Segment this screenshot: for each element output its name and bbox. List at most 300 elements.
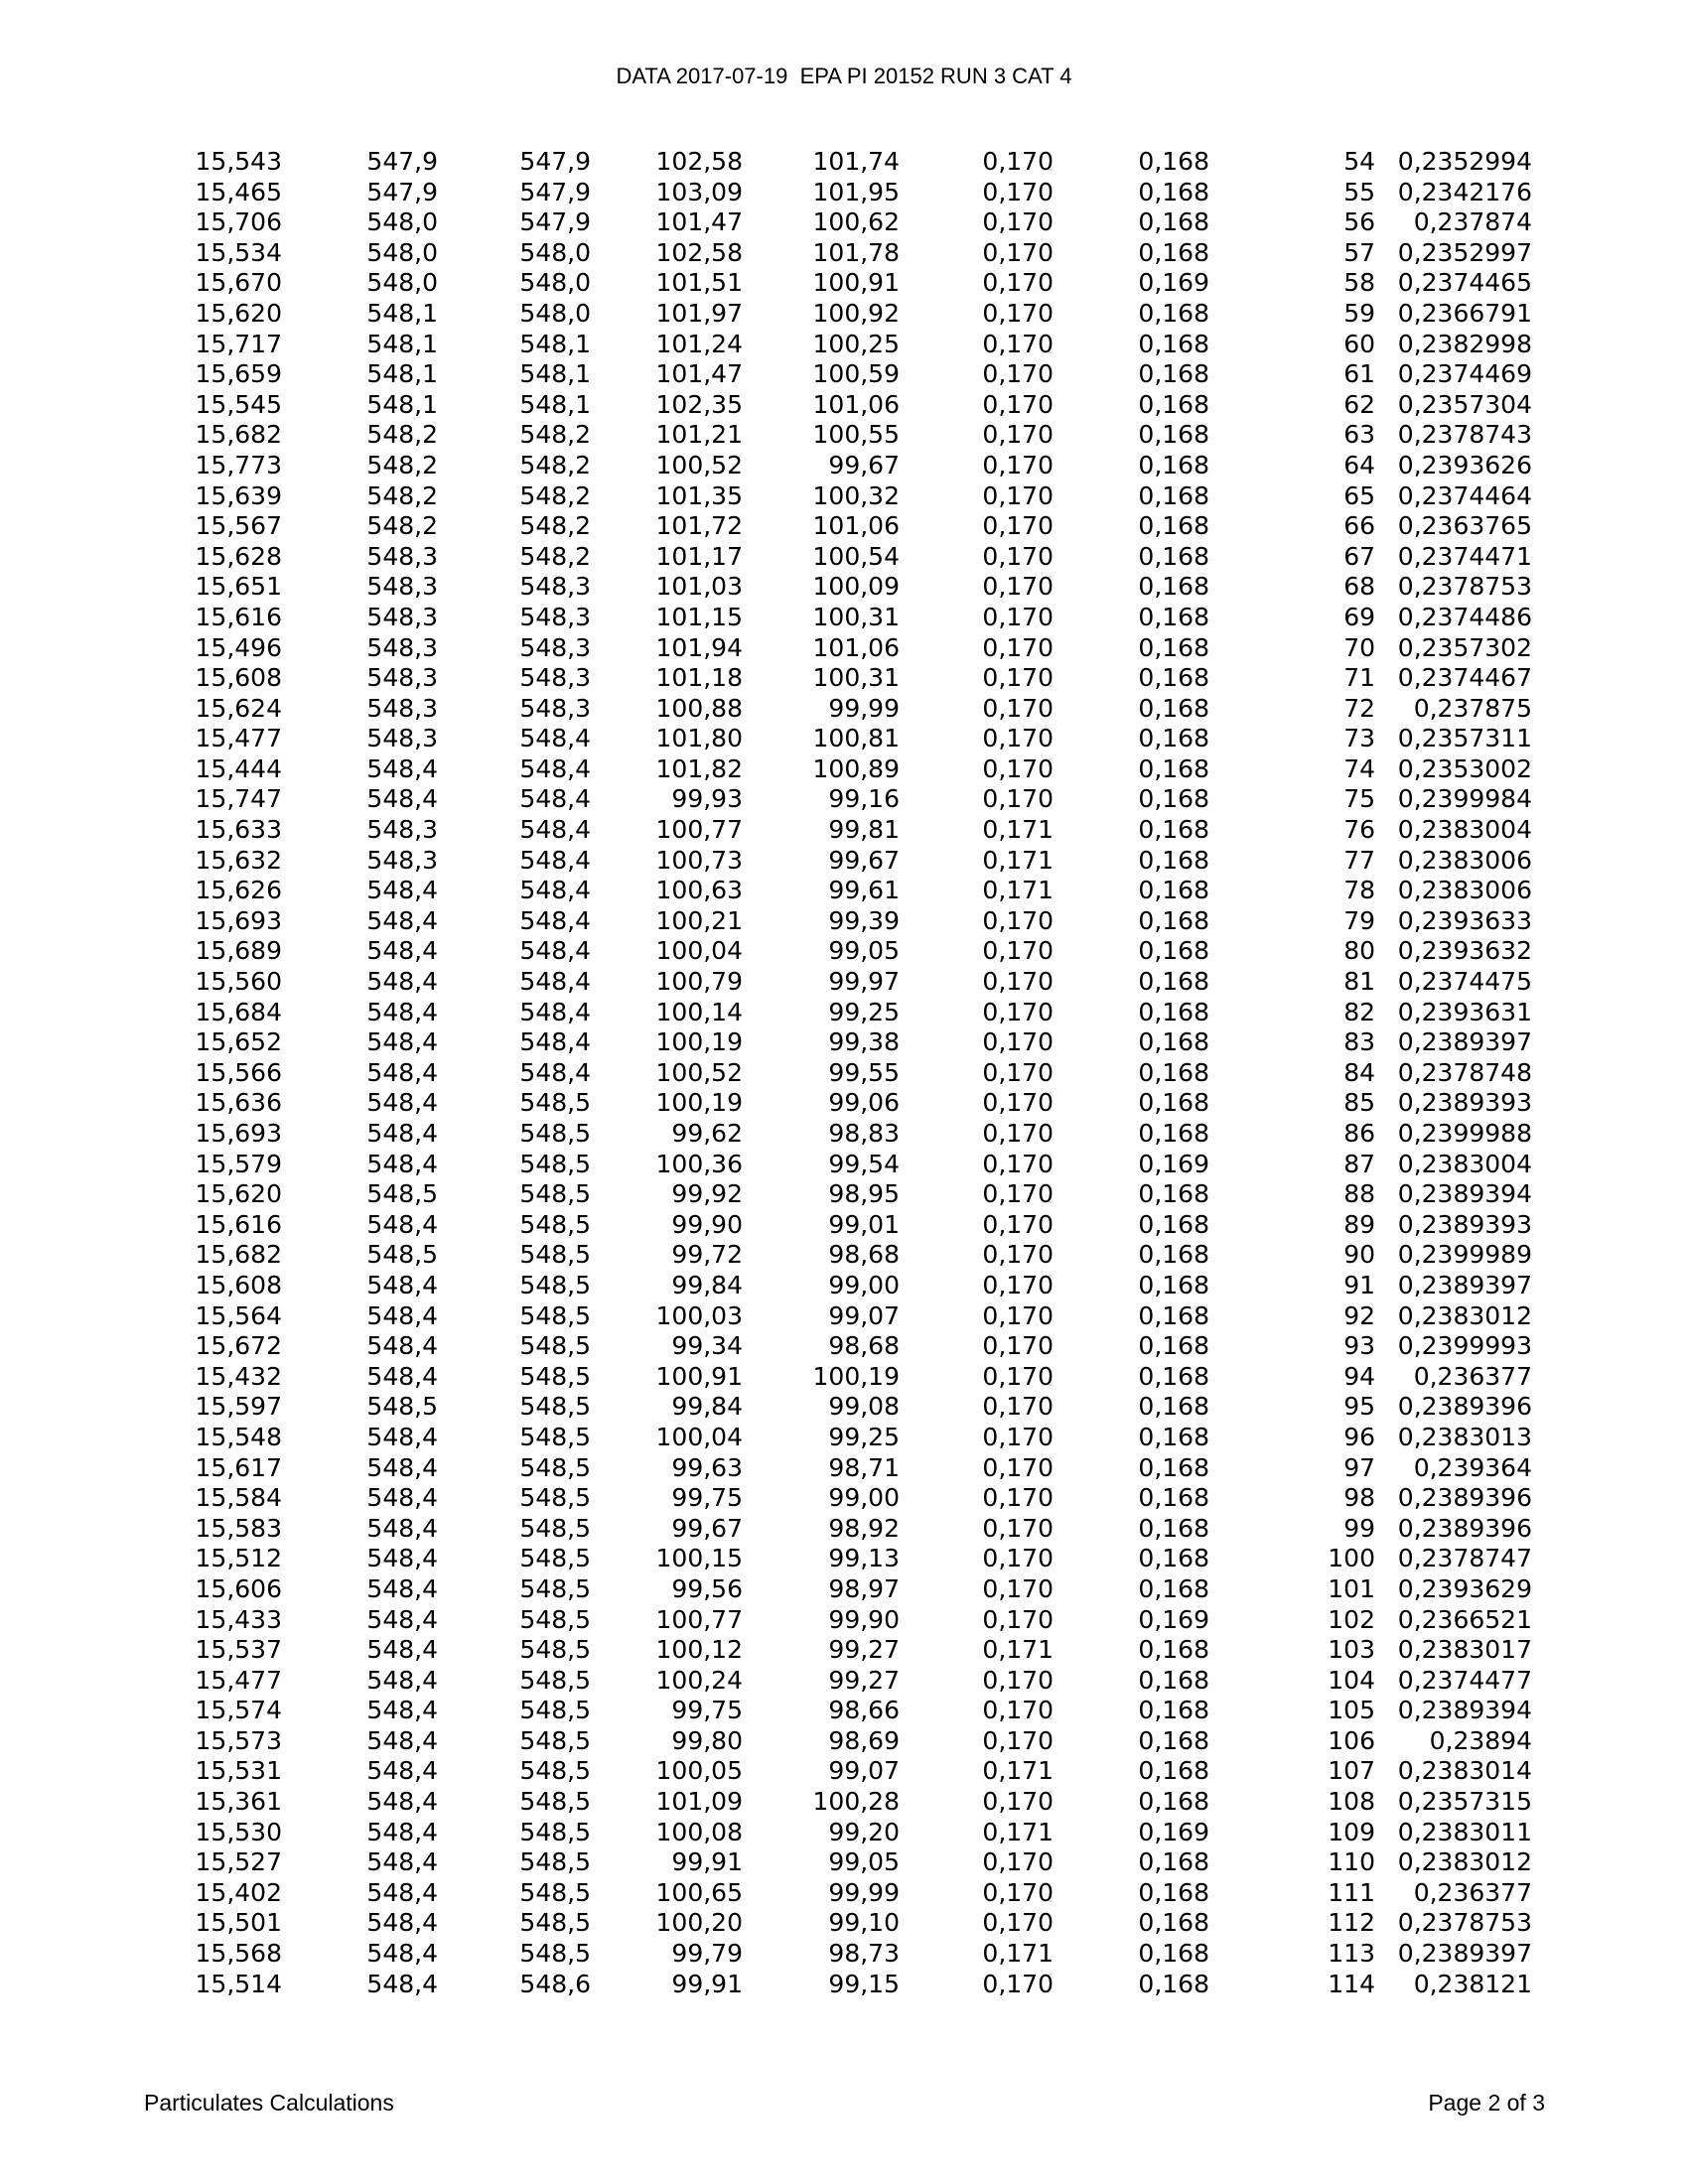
- table-cell-col-6: 0,170: [982, 967, 1054, 997]
- table-cell-col-9-value: 0,2389394: [1397, 1179, 1532, 1209]
- table-cell-col-9-value: 0,2374465: [1397, 268, 1532, 298]
- table-row: [179, 663, 1532, 694]
- table-cell-col-4: 100,14: [655, 997, 743, 1026]
- table-cell-col-1: 15,606: [195, 1573, 282, 1603]
- table-row: [179, 1301, 1532, 1332]
- table-cell-col-4: 99,62: [671, 1119, 743, 1148]
- table-cell-col-3: 548,4: [519, 845, 591, 875]
- table-cell-col-2: 548,4: [366, 1665, 438, 1695]
- table-row: [179, 724, 1532, 754]
- table-cell-col-2: 548,4: [366, 1756, 438, 1786]
- table-cell-col-9-value: 0,2366521: [1397, 1604, 1532, 1634]
- table-cell-col-4: 100,04: [655, 936, 743, 966]
- table-cell-col-9-value: 0,2399989: [1397, 1240, 1532, 1270]
- table-cell-col-8-index: 111: [1328, 1877, 1375, 1907]
- table-cell-col-7: 0,168: [1138, 1027, 1209, 1057]
- table-cell-col-2: 548,4: [366, 1149, 438, 1178]
- table-cell-col-6: 0,170: [982, 997, 1054, 1026]
- table-cell-col-3: 548,4: [519, 997, 591, 1026]
- table-row: [179, 299, 1532, 330]
- table-row: [179, 603, 1532, 633]
- table-cell-col-4: 101,47: [655, 207, 743, 237]
- table-cell-col-3: 548,1: [519, 389, 591, 419]
- table-cell-col-1: 15,574: [195, 1696, 282, 1725]
- table-cell-col-1: 15,584: [195, 1483, 282, 1513]
- table-cell-col-7: 0,168: [1138, 298, 1209, 328]
- table-cell-col-5: 99,99: [828, 693, 900, 723]
- table-cell-col-4: 101,80: [655, 724, 743, 753]
- table-cell-col-5: 99,99: [828, 1877, 900, 1907]
- table-row: [179, 1179, 1532, 1210]
- table-cell-col-8-index: 110: [1328, 1847, 1375, 1877]
- table-cell-col-7: 0,168: [1138, 359, 1209, 389]
- table-cell-col-6: 0,171: [982, 815, 1054, 845]
- table-cell-col-5: 99,90: [828, 1604, 900, 1634]
- table-cell-col-2: 548,4: [366, 1209, 438, 1239]
- table-cell-col-7: 0,168: [1138, 1939, 1209, 1969]
- table-cell-col-8-index: 101: [1328, 1573, 1375, 1603]
- table-cell-col-3: 548,1: [519, 329, 591, 358]
- table-cell-col-4: 100,03: [655, 1300, 743, 1330]
- table-cell-col-1: 15,682: [195, 420, 282, 450]
- table-cell-col-5: 100,31: [812, 663, 900, 693]
- table-cell-col-7: 0,168: [1138, 724, 1209, 753]
- table-cell-col-5: 99,00: [828, 1483, 900, 1513]
- table-cell-col-3: 548,5: [519, 1604, 591, 1634]
- table-cell-col-6: 0,170: [982, 663, 1054, 693]
- table-cell-col-2: 548,4: [366, 1422, 438, 1451]
- table-cell-col-9-value: 0,2383006: [1397, 876, 1532, 905]
- table-cell-col-9-value: 0,2374464: [1397, 480, 1532, 510]
- table-cell-col-5: 100,91: [812, 268, 900, 298]
- table-cell-col-4: 101,97: [655, 298, 743, 328]
- table-cell-col-7: 0,168: [1138, 1696, 1209, 1725]
- table-cell-col-9-value: 0,237874: [1413, 207, 1532, 237]
- table-cell-col-1: 15,543: [195, 147, 282, 176]
- table-cell-col-5: 99,54: [828, 1149, 900, 1178]
- table-cell-col-2: 548,4: [366, 1696, 438, 1725]
- table-row: [179, 906, 1532, 937]
- table-cell-col-9-value: 0,2389396: [1397, 1392, 1532, 1422]
- table-cell-col-5: 99,07: [828, 1756, 900, 1786]
- table-cell-col-7: 0,168: [1138, 1483, 1209, 1513]
- table-cell-col-5: 99,39: [828, 905, 900, 935]
- table-cell-col-8-index: 97: [1343, 1452, 1375, 1482]
- table-cell-col-1: 15,537: [195, 1635, 282, 1665]
- table-cell-col-4: 101,21: [655, 420, 743, 450]
- table-cell-col-7: 0,168: [1138, 541, 1209, 571]
- table-row: [179, 1453, 1532, 1484]
- table-cell-col-4: 100,21: [655, 905, 743, 935]
- table-cell-col-3: 548,3: [519, 632, 591, 662]
- table-cell-col-3: 548,5: [519, 1240, 591, 1270]
- table-cell-col-8-index: 72: [1343, 693, 1375, 723]
- table-cell-col-4: 101,47: [655, 359, 743, 389]
- table-cell-col-9-value: 0,2374471: [1397, 541, 1532, 571]
- table-cell-col-2: 548,4: [366, 1969, 438, 1998]
- table-cell-col-7: 0,168: [1138, 1513, 1209, 1543]
- table-cell-col-9-value: 0,2399984: [1397, 784, 1532, 814]
- table-cell-col-5: 98,97: [828, 1573, 900, 1603]
- table-cell-col-2: 548,2: [366, 511, 438, 541]
- table-cell-col-8-index: 106: [1328, 1725, 1375, 1755]
- table-cell-col-1: 15,693: [195, 1119, 282, 1148]
- table-cell-col-9-value: 0,2366791: [1397, 298, 1532, 328]
- table-row: [179, 268, 1532, 299]
- table-cell-col-6: 0,170: [982, 572, 1054, 602]
- table-cell-col-4: 99,93: [671, 784, 743, 814]
- table-cell-col-5: 98,83: [828, 1119, 900, 1148]
- table-cell-col-2: 548,3: [366, 541, 438, 571]
- table-cell-col-6: 0,170: [982, 329, 1054, 358]
- table-cell-col-9-value: 0,2378747: [1397, 1544, 1532, 1573]
- table-cell-col-4: 99,80: [671, 1725, 743, 1755]
- table-cell-col-3: 548,5: [519, 1573, 591, 1603]
- table-cell-col-1: 15,693: [195, 905, 282, 935]
- table-cell-col-9-value: 0,2383012: [1397, 1300, 1532, 1330]
- table-cell-col-1: 15,624: [195, 693, 282, 723]
- table-cell-col-6: 0,170: [982, 1544, 1054, 1573]
- table-cell-col-6: 0,170: [982, 389, 1054, 419]
- table-cell-col-9-value: 0,2383013: [1397, 1422, 1532, 1451]
- table-cell-col-2: 548,4: [366, 1573, 438, 1603]
- table-cell-col-6: 0,170: [982, 298, 1054, 328]
- table-cell-col-4: 99,75: [671, 1696, 743, 1725]
- table-cell-col-7: 0,168: [1138, 693, 1209, 723]
- table-cell-col-5: 99,16: [828, 784, 900, 814]
- table-cell-col-5: 98,73: [828, 1939, 900, 1969]
- table-cell-col-1: 15,682: [195, 1240, 282, 1270]
- table-cell-col-2: 547,9: [366, 177, 438, 206]
- table-cell-col-3: 547,9: [519, 207, 591, 237]
- table-cell-col-9-value: 0,2374486: [1397, 602, 1532, 631]
- table-row: [179, 1787, 1532, 1818]
- table-cell-col-4: 99,56: [671, 1573, 743, 1603]
- table-cell-col-5: 99,81: [828, 815, 900, 845]
- table-cell-col-3: 548,4: [519, 967, 591, 997]
- table-cell-col-7: 0,169: [1138, 1149, 1209, 1178]
- table-cell-col-9-value: 0,2353002: [1397, 753, 1532, 783]
- table-cell-col-5: 99,61: [828, 876, 900, 905]
- table-cell-col-8-index: 65: [1343, 480, 1375, 510]
- table-cell-col-2: 548,4: [366, 936, 438, 966]
- table-cell-col-8-index: 80: [1343, 936, 1375, 966]
- table-cell-col-8-index: 69: [1343, 602, 1375, 631]
- table-cell-col-5: 100,32: [812, 480, 900, 510]
- table-cell-col-4: 99,34: [671, 1331, 743, 1361]
- table-cell-col-2: 548,4: [366, 997, 438, 1026]
- table-cell-col-5: 101,06: [812, 511, 900, 541]
- table-cell-col-7: 0,168: [1138, 450, 1209, 479]
- table-row: [179, 1970, 1532, 2000]
- table-cell-col-8-index: 67: [1343, 541, 1375, 571]
- table-cell-col-5: 99,08: [828, 1392, 900, 1422]
- table-cell-col-9-value: 0,2389393: [1397, 1088, 1532, 1118]
- table-cell-col-5: 99,27: [828, 1665, 900, 1695]
- table-cell-col-3: 548,0: [519, 237, 591, 267]
- table-cell-col-2: 548,4: [366, 784, 438, 814]
- table-cell-col-3: 548,5: [519, 1787, 591, 1817]
- table-cell-col-6: 0,170: [982, 936, 1054, 966]
- table-cell-col-1: 15,620: [195, 1179, 282, 1209]
- table-cell-col-1: 15,433: [195, 1604, 282, 1634]
- table-cell-col-7: 0,168: [1138, 480, 1209, 510]
- table-cell-col-7: 0,168: [1138, 1209, 1209, 1239]
- table-cell-col-7: 0,168: [1138, 905, 1209, 935]
- table-cell-col-1: 15,548: [195, 1422, 282, 1451]
- table-cell-col-9-value: 0,2383006: [1397, 845, 1532, 875]
- table-cell-col-2: 548,4: [366, 1027, 438, 1057]
- table-cell-col-5: 99,05: [828, 1847, 900, 1877]
- table-row: [179, 1271, 1532, 1301]
- table-cell-col-8-index: 61: [1343, 359, 1375, 389]
- table-cell-col-6: 0,170: [982, 753, 1054, 783]
- table-cell-col-6: 0,170: [982, 1877, 1054, 1907]
- table-cell-col-8-index: 88: [1343, 1179, 1375, 1209]
- table-cell-col-9-value: 0,2378743: [1397, 420, 1532, 450]
- table-cell-col-4: 100,65: [655, 1877, 743, 1907]
- table-cell-col-6: 0,170: [982, 1240, 1054, 1270]
- table-cell-col-8-index: 75: [1343, 784, 1375, 814]
- table-cell-col-7: 0,168: [1138, 1331, 1209, 1361]
- table-cell-col-5: 101,95: [812, 177, 900, 206]
- table-row: [179, 330, 1532, 360]
- table-cell-col-2: 548,4: [366, 1331, 438, 1361]
- table-cell-col-5: 101,74: [812, 147, 900, 176]
- table-cell-col-3: 548,5: [519, 1939, 591, 1969]
- table-cell-col-9-value: 0,2393631: [1397, 997, 1532, 1026]
- table-cell-col-1: 15,402: [195, 1877, 282, 1907]
- table-cell-col-5: 99,25: [828, 1422, 900, 1451]
- table-cell-col-4: 100,19: [655, 1088, 743, 1118]
- table-cell-col-3: 548,5: [519, 1088, 591, 1118]
- data-table-body: [179, 147, 1532, 1999]
- table-row: [179, 542, 1532, 573]
- table-cell-col-5: 99,01: [828, 1209, 900, 1239]
- table-cell-col-6: 0,170: [982, 450, 1054, 479]
- table-cell-col-1: 15,636: [195, 1088, 282, 1118]
- table-cell-col-1: 15,706: [195, 207, 282, 237]
- table-cell-col-2: 548,4: [366, 967, 438, 997]
- table-cell-col-5: 101,78: [812, 237, 900, 267]
- table-cell-col-6: 0,170: [982, 359, 1054, 389]
- table-cell-col-2: 548,4: [366, 1908, 438, 1938]
- table-cell-col-8-index: 93: [1343, 1331, 1375, 1361]
- table-cell-col-7: 0,168: [1138, 389, 1209, 419]
- table-cell-col-6: 0,170: [982, 1787, 1054, 1817]
- table-cell-col-5: 99,27: [828, 1635, 900, 1665]
- table-cell-col-1: 15,512: [195, 1544, 282, 1573]
- table-cell-col-7: 0,168: [1138, 1756, 1209, 1786]
- table-cell-col-1: 15,608: [195, 1270, 282, 1299]
- table-cell-col-2: 548,4: [366, 1635, 438, 1665]
- table-cell-col-4: 100,36: [655, 1149, 743, 1178]
- table-cell-col-9-value: 0,2383004: [1397, 815, 1532, 845]
- table-cell-col-4: 100,77: [655, 1604, 743, 1634]
- table-cell-col-1: 15,501: [195, 1908, 282, 1938]
- table-cell-col-5: 99,10: [828, 1908, 900, 1938]
- table-cell-col-2: 548,2: [366, 450, 438, 479]
- table-cell-col-4: 99,79: [671, 1939, 743, 1969]
- table-cell-col-2: 548,4: [366, 1513, 438, 1543]
- table-cell-col-2: 548,4: [366, 1361, 438, 1391]
- table-cell-col-4: 100,20: [655, 1908, 743, 1938]
- data-table: [179, 147, 1532, 1999]
- table-cell-col-5: 100,81: [812, 724, 900, 753]
- table-cell-col-5: 100,31: [812, 602, 900, 631]
- table-cell-col-3: 548,5: [519, 1452, 591, 1482]
- table-cell-col-6: 0,170: [982, 632, 1054, 662]
- table-cell-col-3: 548,5: [519, 1149, 591, 1178]
- table-cell-col-6: 0,170: [982, 177, 1054, 206]
- table-cell-col-9-value: 0,2383012: [1397, 1847, 1532, 1877]
- table-cell-col-5: 100,25: [812, 329, 900, 358]
- table-cell-col-4: 102,58: [655, 147, 743, 176]
- table-cell-col-8-index: 57: [1343, 237, 1375, 267]
- table-cell-col-3: 548,5: [519, 1756, 591, 1786]
- table-cell-col-6: 0,171: [982, 1635, 1054, 1665]
- table-cell-col-4: 101,09: [655, 1787, 743, 1817]
- table-cell-col-2: 548,5: [366, 1240, 438, 1270]
- table-cell-col-6: 0,170: [982, 480, 1054, 510]
- table-cell-col-3: 548,5: [519, 1635, 591, 1665]
- table-cell-col-7: 0,168: [1138, 815, 1209, 845]
- table-cell-col-4: 99,91: [671, 1969, 743, 1998]
- table-cell-col-1: 15,651: [195, 572, 282, 602]
- footer-page-number: Page 2 of 3: [1428, 2090, 1545, 2116]
- table-cell-col-8-index: 85: [1343, 1088, 1375, 1118]
- table-row: [179, 511, 1532, 542]
- table-cell-col-3: 548,0: [519, 268, 591, 298]
- table-cell-col-3: 548,5: [519, 1877, 591, 1907]
- table-cell-col-7: 0,168: [1138, 207, 1209, 237]
- table-cell-col-4: 100,12: [655, 1635, 743, 1665]
- table-cell-col-3: 548,5: [519, 1696, 591, 1725]
- table-cell-col-4: 100,52: [655, 1057, 743, 1087]
- table-cell-col-8-index: 102: [1328, 1604, 1375, 1634]
- table-cell-col-9-value: 0,2382998: [1397, 329, 1532, 358]
- table-cell-col-3: 548,3: [519, 663, 591, 693]
- table-cell-col-7: 0,168: [1138, 602, 1209, 631]
- table-cell-col-8-index: 112: [1328, 1908, 1375, 1938]
- table-cell-col-8-index: 105: [1328, 1696, 1375, 1725]
- table-cell-col-9-value: 0,236377: [1413, 1361, 1532, 1391]
- table-row: [179, 1514, 1532, 1545]
- table-cell-col-9-value: 0,2378753: [1397, 572, 1532, 602]
- table-cell-col-4: 100,91: [655, 1361, 743, 1391]
- table-cell-col-7: 0,168: [1138, 1725, 1209, 1755]
- table-row: [179, 936, 1532, 967]
- table-cell-col-6: 0,170: [982, 693, 1054, 723]
- table-cell-col-4: 99,63: [671, 1452, 743, 1482]
- table-cell-col-9-value: 0,2389394: [1397, 1696, 1532, 1725]
- table-cell-col-3: 548,4: [519, 815, 591, 845]
- table-cell-col-8-index: 100: [1328, 1544, 1375, 1573]
- table-cell-col-5: 100,54: [812, 541, 900, 571]
- table-cell-col-1: 15,477: [195, 724, 282, 753]
- table-cell-col-6: 0,171: [982, 1756, 1054, 1786]
- table-cell-col-1: 15,361: [195, 1787, 282, 1817]
- table-cell-col-8-index: 84: [1343, 1057, 1375, 1087]
- table-cell-col-3: 548,4: [519, 753, 591, 783]
- table-cell-col-8-index: 87: [1343, 1149, 1375, 1178]
- table-cell-col-8-index: 109: [1328, 1817, 1375, 1846]
- table-cell-col-5: 101,06: [812, 389, 900, 419]
- table-row: [179, 1635, 1532, 1666]
- table-row: [179, 147, 1532, 178]
- table-cell-col-1: 15,689: [195, 936, 282, 966]
- table-cell-col-2: 548,3: [366, 632, 438, 662]
- table-cell-col-5: 100,09: [812, 572, 900, 602]
- table-cell-col-1: 15,579: [195, 1149, 282, 1178]
- table-row: [179, 1027, 1532, 1058]
- table-cell-col-6: 0,170: [982, 541, 1054, 571]
- table-cell-col-8-index: 63: [1343, 420, 1375, 450]
- table-cell-col-8-index: 91: [1343, 1270, 1375, 1299]
- table-cell-col-8-index: 113: [1328, 1939, 1375, 1969]
- table-cell-col-7: 0,169: [1138, 1604, 1209, 1634]
- table-cell-col-3: 548,4: [519, 784, 591, 814]
- table-cell-col-6: 0,170: [982, 1209, 1054, 1239]
- table-cell-col-3: 548,2: [519, 420, 591, 450]
- table-cell-col-6: 0,170: [982, 1392, 1054, 1422]
- table-cell-col-2: 548,4: [366, 753, 438, 783]
- table-cell-col-1: 15,652: [195, 1027, 282, 1057]
- table-cell-col-6: 0,170: [982, 1149, 1054, 1178]
- table-cell-col-8-index: 64: [1343, 450, 1375, 479]
- table-cell-col-2: 548,2: [366, 420, 438, 450]
- table-cell-col-3: 548,4: [519, 905, 591, 935]
- table-cell-col-2: 548,4: [366, 1787, 438, 1817]
- table-cell-col-4: 100,88: [655, 693, 743, 723]
- table-cell-col-4: 101,15: [655, 602, 743, 631]
- table-cell-col-3: 548,5: [519, 1392, 591, 1422]
- table-cell-col-2: 548,3: [366, 693, 438, 723]
- table-cell-col-6: 0,170: [982, 1179, 1054, 1209]
- table-cell-col-7: 0,168: [1138, 1392, 1209, 1422]
- table-cell-col-4: 101,72: [655, 511, 743, 541]
- table-cell-col-2: 548,3: [366, 602, 438, 631]
- table-cell-col-8-index: 77: [1343, 845, 1375, 875]
- table-cell-col-1: 15,626: [195, 876, 282, 905]
- table-cell-col-6: 0,170: [982, 1270, 1054, 1299]
- table-cell-col-3: 548,5: [519, 1119, 591, 1148]
- table-cell-col-6: 0,170: [982, 1665, 1054, 1695]
- table-cell-col-1: 15,628: [195, 541, 282, 571]
- table-cell-col-1: 15,496: [195, 632, 282, 662]
- table-cell-col-3: 548,5: [519, 1270, 591, 1299]
- table-cell-col-7: 0,168: [1138, 1969, 1209, 1998]
- table-cell-col-2: 548,2: [366, 480, 438, 510]
- table-cell-col-5: 99,97: [828, 967, 900, 997]
- table-cell-col-3: 548,5: [519, 1209, 591, 1239]
- table-row: [179, 694, 1532, 725]
- table-cell-col-1: 15,620: [195, 298, 282, 328]
- table-cell-col-9-value: 0,2393629: [1397, 1573, 1532, 1603]
- table-cell-col-8-index: 68: [1343, 572, 1375, 602]
- table-cell-col-2: 548,1: [366, 359, 438, 389]
- table-row: [179, 998, 1532, 1028]
- table-cell-col-6: 0,170: [982, 268, 1054, 298]
- table-row: [179, 572, 1532, 603]
- table-cell-col-9-value: 0,238121: [1413, 1969, 1532, 1998]
- table-cell-col-6: 0,171: [982, 1939, 1054, 1969]
- table-cell-col-9-value: 0,2389397: [1397, 1939, 1532, 1969]
- table-cell-col-9-value: 0,2383017: [1397, 1635, 1532, 1665]
- table-cell-col-9-value: 0,2399993: [1397, 1331, 1532, 1361]
- table-cell-col-5: 99,05: [828, 936, 900, 966]
- table-row: [179, 1544, 1532, 1574]
